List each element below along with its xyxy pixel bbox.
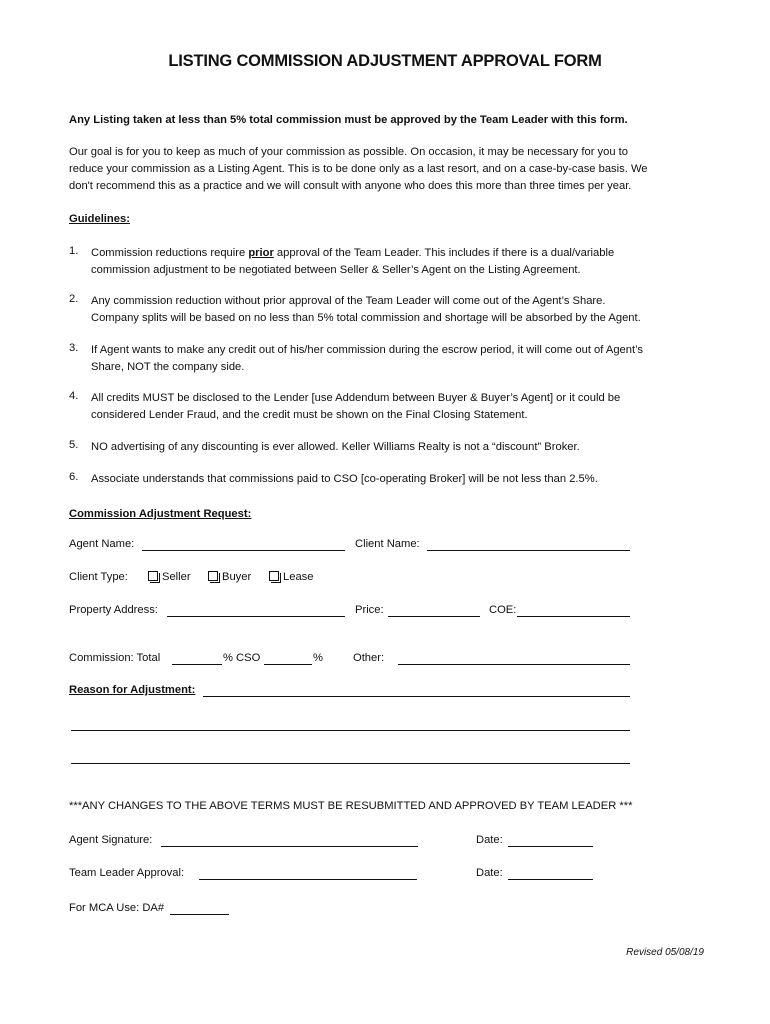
coe-label: COE: xyxy=(489,604,517,616)
agent-name-field[interactable] xyxy=(142,550,345,551)
percent-label: % xyxy=(313,652,323,664)
price-field[interactable] xyxy=(388,616,480,617)
team-leader-date-field[interactable] xyxy=(508,879,593,880)
guideline-number: 3. xyxy=(69,342,79,354)
buyer-option[interactable] xyxy=(208,571,251,583)
other-label: Other: xyxy=(353,652,385,664)
seller-label: Seller xyxy=(162,571,191,583)
commission-total-field[interactable] xyxy=(172,664,222,665)
checkbox-icon[interactable] xyxy=(208,571,218,581)
guideline-2-line-1: Any commission reduction without prior approval of the Team Leader will come out of the Agent’s Share. xyxy=(91,295,606,307)
seller-option[interactable] xyxy=(148,571,191,583)
client-type-label: Client Type: xyxy=(69,571,128,583)
guideline-number: 4. xyxy=(69,390,79,402)
guideline-5-line-1: NO advertising of any discounting is ever allowed. Keller Williams Realty is not a “discount” Broker. xyxy=(91,441,580,453)
guideline-2-line-2: Company splits will be based on no less than 5% total commission and shortage will be absorbed by the Agent. xyxy=(91,312,641,324)
commission-total-label: Commission: Total xyxy=(69,652,161,664)
request-heading: Commission Adjustment Request: xyxy=(69,508,252,520)
guideline-text: approval of the Team Leader. This includes if there is a dual/variable xyxy=(273,247,615,259)
changes-notice: ***ANY CHANGES TO THE ABOVE TERMS MUST BE RESUBMITTED AND APPROVED BY TEAM LEADER *** xyxy=(69,800,633,812)
agent-date-field[interactable] xyxy=(508,846,593,847)
guideline-number: 2. xyxy=(69,293,79,305)
cso-label: % CSO xyxy=(223,652,261,664)
guideline-1-line-2: commission adjustment to be negotiated between Seller & Seller’s Agent on the Listing Agreement. xyxy=(91,264,581,276)
guideline-text: Commission reductions require xyxy=(91,247,249,259)
client-name-field[interactable] xyxy=(427,550,630,551)
checkbox-icon[interactable] xyxy=(148,571,158,581)
guideline-3-line-2: Share, NOT the company side. xyxy=(91,361,245,373)
guideline-4-line-1: All credits MUST be disclosed to the Lender [use Addendum between Buyer & Buyer’s Agent] or it could be xyxy=(91,392,621,404)
date-label: Date: xyxy=(476,867,503,879)
guideline-3-line-1: If Agent wants to make any credit out of his/her commission during the escrow period, it will come out of Agent’s xyxy=(91,344,643,356)
guideline-1-line-1 xyxy=(91,245,614,262)
mca-use-label: For MCA Use: DA# xyxy=(69,902,165,914)
client-name-label: Client Name: xyxy=(355,538,420,550)
guideline-emphasis: prior xyxy=(248,247,274,259)
property-address-field[interactable] xyxy=(167,616,345,617)
reason-field-line-3[interactable] xyxy=(71,763,630,764)
guideline-6-line-1: Associate understands that commissions paid to CSO [co-operating Broker] will be not less than 2.5%. xyxy=(91,473,598,485)
team-leader-approval-field[interactable] xyxy=(199,879,417,880)
other-field[interactable] xyxy=(398,664,630,665)
guidelines-heading: Guidelines: xyxy=(69,213,130,225)
intro-line-3: don't recommend this as a practice and we will consult with anyone who does this more than three times per year. xyxy=(69,180,632,192)
reason-field-line-2[interactable] xyxy=(71,730,630,731)
agent-name-label: Agent Name: xyxy=(69,538,135,550)
mca-da-field[interactable] xyxy=(170,914,229,915)
approval-notice: Any Listing taken at less than 5% total commission must be approved by the Team Leader with this form. xyxy=(69,114,628,126)
date-label: Date: xyxy=(476,834,503,846)
cso-field[interactable] xyxy=(264,664,312,665)
checkbox-icon[interactable] xyxy=(269,571,279,581)
buyer-label: Buyer xyxy=(222,571,252,583)
guideline-number: 6. xyxy=(69,471,79,483)
team-leader-approval-label: Team Leader Approval: xyxy=(69,867,185,879)
coe-field[interactable] xyxy=(517,616,630,617)
revision-date: Revised 05/08/19 xyxy=(626,947,704,958)
form-title: LISTING COMMISSION ADJUSTMENT APPROVAL FORM xyxy=(168,52,602,70)
reason-field-line-1[interactable] xyxy=(203,696,630,697)
intro-line-1: Our goal is for you to keep as much of your commission as possible. On occasion, it may be necessary for you to xyxy=(69,146,629,158)
guideline-number: 1. xyxy=(69,245,79,257)
guideline-number: 5. xyxy=(69,439,79,451)
agent-signature-label: Agent Signature: xyxy=(69,834,153,846)
agent-signature-field[interactable] xyxy=(161,846,418,847)
reason-label: Reason for Adjustment: xyxy=(69,684,196,696)
intro-line-2: reduce your commission as a Listing Agent. This is to be done only as a last resort, and on a case-by-case basis. We xyxy=(69,163,648,175)
lease-label: Lease xyxy=(283,571,314,583)
lease-option[interactable] xyxy=(269,571,313,583)
property-address-label: Property Address: xyxy=(69,604,158,616)
guideline-4-line-2: considered Lender Fraud, and the credit must be shown on the Final Closing Statement. xyxy=(91,409,528,421)
price-label: Price: xyxy=(355,604,384,616)
